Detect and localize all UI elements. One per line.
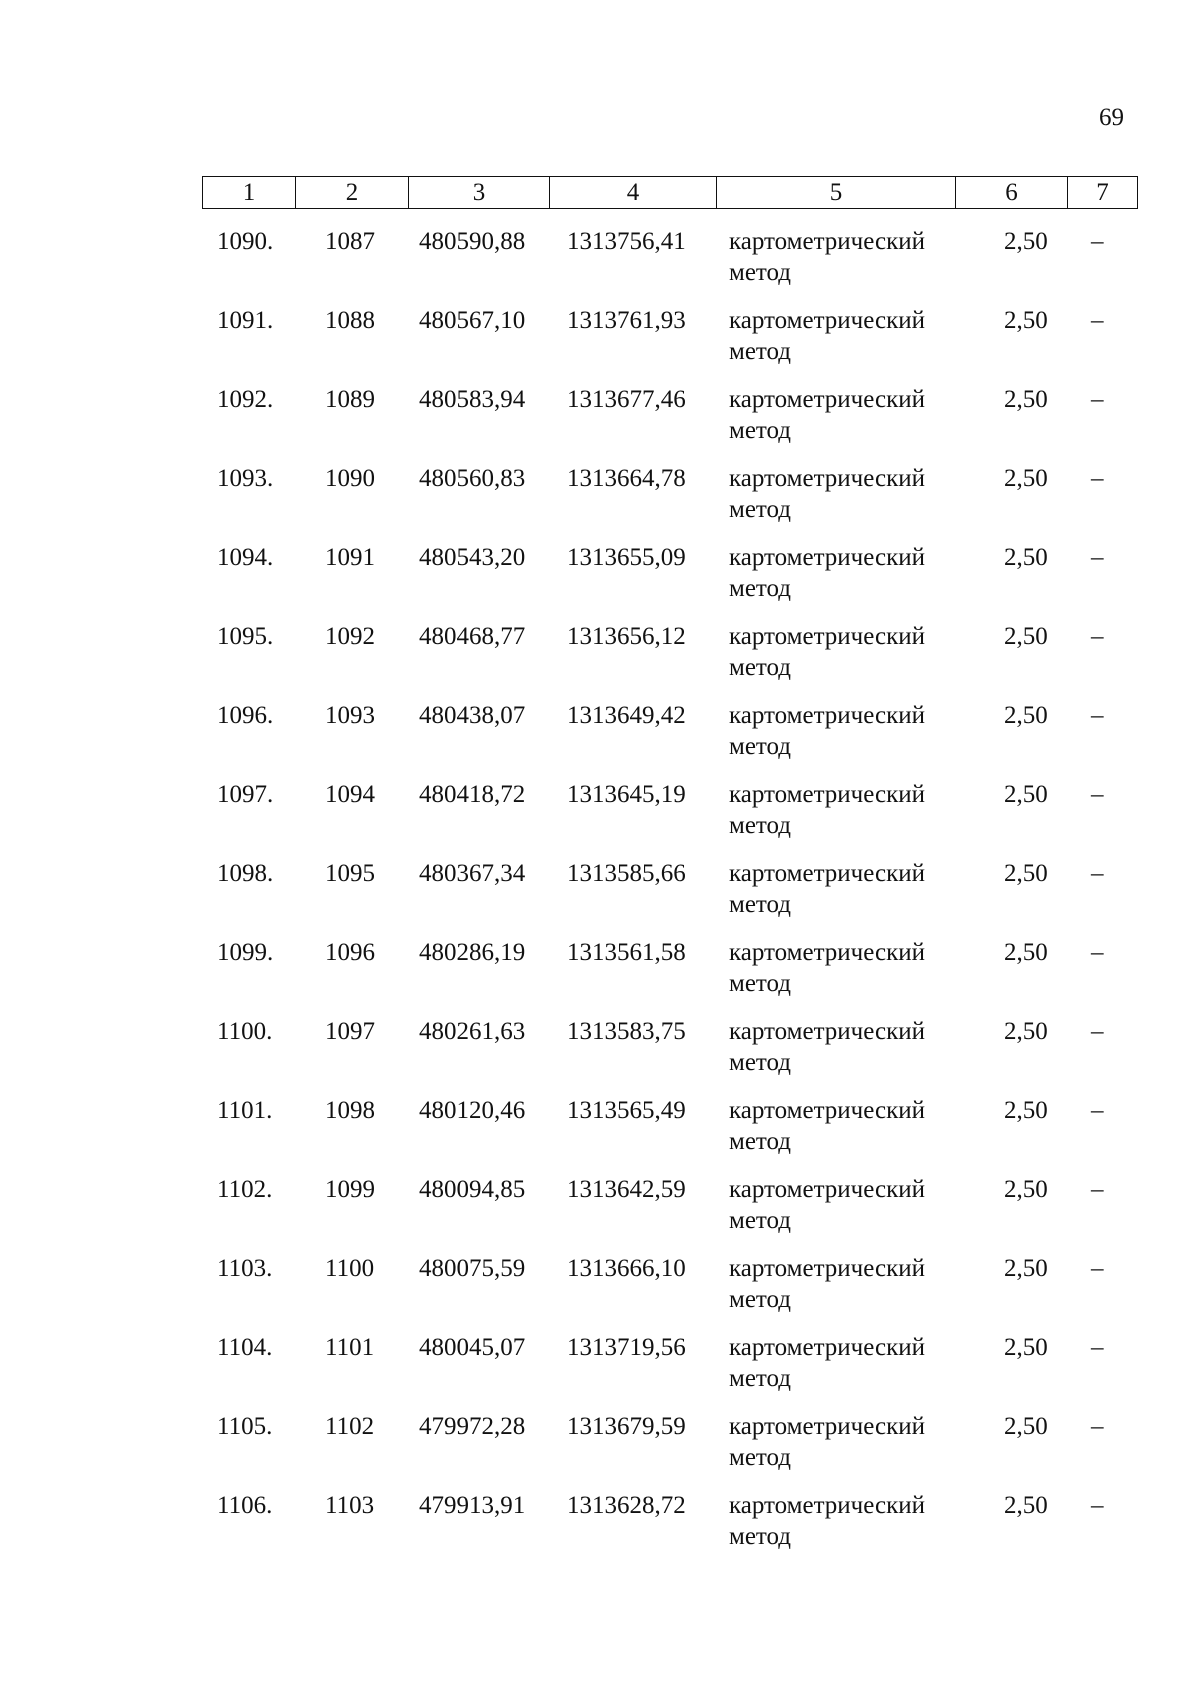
header-col-6: 6	[956, 177, 1068, 209]
table-row	[0, 463, 1200, 542]
accuracy: 2,50	[1004, 702, 1048, 729]
row-number: 1097.	[217, 781, 274, 808]
table-row	[0, 1016, 1200, 1095]
point-number: 1099	[325, 1176, 375, 1203]
table-row	[0, 621, 1200, 700]
coordinate-y: 1313642,59	[567, 1176, 686, 1203]
coordinate-x: 480438,07	[419, 702, 526, 729]
description: –	[1091, 1413, 1104, 1440]
point-number: 1098	[325, 1097, 375, 1124]
point-number: 1101	[325, 1334, 375, 1361]
coordinate-y: 1313585,66	[567, 860, 686, 887]
description: –	[1091, 465, 1104, 492]
method	[729, 1095, 925, 1157]
method-line-2: метод	[729, 1365, 792, 1392]
header-col-4: 4	[550, 177, 717, 209]
coordinate-y: 1313761,93	[567, 307, 686, 334]
coordinate-x: 480075,59	[419, 1255, 526, 1282]
method-line-1: картометрический	[729, 307, 925, 334]
coordinate-x: 480367,34	[419, 860, 526, 887]
description: –	[1091, 386, 1104, 413]
table-row	[0, 937, 1200, 1016]
point-number: 1097	[325, 1018, 375, 1045]
description: –	[1091, 544, 1104, 571]
method	[729, 226, 925, 288]
point-number: 1090	[325, 465, 375, 492]
method	[729, 1490, 925, 1552]
header-col-3: 3	[409, 177, 550, 209]
description: –	[1091, 781, 1104, 808]
table-row	[0, 700, 1200, 779]
point-number: 1087	[325, 228, 375, 255]
accuracy: 2,50	[1004, 1018, 1048, 1045]
header-col-2: 2	[296, 177, 409, 209]
row-number: 1093.	[217, 465, 274, 492]
row-number: 1095.	[217, 623, 274, 650]
method-line-1: картометрический	[729, 1018, 925, 1045]
point-number: 1093	[325, 702, 375, 729]
description: –	[1091, 939, 1104, 966]
coordinate-x: 480120,46	[419, 1097, 526, 1124]
accuracy: 2,50	[1004, 1097, 1048, 1124]
header-col-5: 5	[717, 177, 956, 209]
table-row	[0, 384, 1200, 463]
description: –	[1091, 1492, 1104, 1519]
point-number: 1094	[325, 781, 375, 808]
description: –	[1091, 1176, 1104, 1203]
method	[729, 1411, 925, 1473]
column-number-header	[202, 176, 1138, 209]
coordinate-y: 1313628,72	[567, 1492, 686, 1519]
row-number: 1094.	[217, 544, 274, 571]
method	[729, 858, 925, 920]
coordinate-y: 1313655,09	[567, 544, 686, 571]
row-number: 1099.	[217, 939, 274, 966]
method-line-2: метод	[729, 1523, 792, 1550]
method-line-2: метод	[729, 1207, 792, 1234]
coordinate-x: 480468,77	[419, 623, 526, 650]
method	[729, 463, 925, 525]
method	[729, 779, 925, 841]
accuracy: 2,50	[1004, 1334, 1048, 1361]
accuracy: 2,50	[1004, 1255, 1048, 1282]
accuracy: 2,50	[1004, 228, 1048, 255]
coordinate-y: 1313666,10	[567, 1255, 686, 1282]
coordinate-y: 1313664,78	[567, 465, 686, 492]
method-line-2: метод	[729, 812, 792, 839]
coordinate-y: 1313645,19	[567, 781, 686, 808]
header-col-7: 7	[1068, 177, 1138, 209]
coordinate-x: 480418,72	[419, 781, 526, 808]
method-line-2: метод	[729, 338, 792, 365]
accuracy: 2,50	[1004, 386, 1048, 413]
coordinate-y: 1313565,49	[567, 1097, 686, 1124]
row-number: 1098.	[217, 860, 274, 887]
method-line-2: метод	[729, 1286, 792, 1313]
description: –	[1091, 1097, 1104, 1124]
method-line-1: картометрический	[729, 228, 925, 255]
point-number: 1100	[325, 1255, 375, 1282]
page-number: 69	[1099, 104, 1124, 131]
point-number: 1095	[325, 860, 375, 887]
accuracy: 2,50	[1004, 544, 1048, 571]
accuracy: 2,50	[1004, 465, 1048, 492]
method-line-2: метод	[729, 654, 792, 681]
coordinate-x: 480590,88	[419, 228, 526, 255]
row-number: 1101.	[217, 1097, 273, 1124]
table-row	[0, 779, 1200, 858]
method	[729, 1016, 925, 1078]
coordinate-x: 480567,10	[419, 307, 526, 334]
point-number: 1091	[325, 544, 375, 571]
description: –	[1091, 860, 1104, 887]
row-number: 1103.	[217, 1255, 273, 1282]
row-number: 1102.	[217, 1176, 273, 1203]
description: –	[1091, 702, 1104, 729]
method	[729, 384, 925, 446]
coordinate-y: 1313719,56	[567, 1334, 686, 1361]
coordinate-y: 1313583,75	[567, 1018, 686, 1045]
coordinate-x: 480286,19	[419, 939, 526, 966]
coordinate-x: 480094,85	[419, 1176, 526, 1203]
method-line-1: картометрический	[729, 1255, 925, 1282]
method	[729, 700, 925, 762]
table-row	[0, 542, 1200, 621]
method-line-2: метод	[729, 1444, 792, 1471]
method	[729, 305, 925, 367]
coordinate-y: 1313679,59	[567, 1413, 686, 1440]
description: –	[1091, 228, 1104, 255]
method-line-1: картометрический	[729, 1176, 925, 1203]
row-number: 1106.	[217, 1492, 273, 1519]
method-line-1: картометрический	[729, 386, 925, 413]
point-number: 1103	[325, 1492, 375, 1519]
row-number: 1100.	[217, 1018, 273, 1045]
table-row	[0, 1332, 1200, 1411]
method-line-1: картометрический	[729, 465, 925, 492]
method	[729, 621, 925, 683]
table-row	[0, 305, 1200, 384]
accuracy: 2,50	[1004, 1413, 1048, 1440]
table-row	[0, 858, 1200, 937]
description: –	[1091, 1255, 1104, 1282]
method-line-2: метод	[729, 733, 792, 760]
method-line-1: картометрический	[729, 702, 925, 729]
method-line-1: картометрический	[729, 781, 925, 808]
method	[729, 1253, 925, 1315]
coordinate-x: 480543,20	[419, 544, 526, 571]
coordinate-y: 1313756,41	[567, 228, 686, 255]
method-line-1: картометрический	[729, 1492, 925, 1519]
table-row	[0, 226, 1200, 305]
description: –	[1091, 1018, 1104, 1045]
table-row	[0, 1411, 1200, 1490]
method-line-1: картометрический	[729, 1097, 925, 1124]
row-number: 1104.	[217, 1334, 273, 1361]
accuracy: 2,50	[1004, 1492, 1048, 1519]
method	[729, 542, 925, 604]
accuracy: 2,50	[1004, 939, 1048, 966]
method-line-1: картометрический	[729, 544, 925, 571]
method-line-2: метод	[729, 496, 792, 523]
point-number: 1089	[325, 386, 375, 413]
accuracy: 2,50	[1004, 1176, 1048, 1203]
method-line-2: метод	[729, 417, 792, 444]
method-line-1: картометрический	[729, 939, 925, 966]
row-number: 1091.	[217, 307, 274, 334]
method-line-2: метод	[729, 1049, 792, 1076]
description: –	[1091, 1334, 1104, 1361]
method-line-1: картометрический	[729, 860, 925, 887]
method-line-2: метод	[729, 970, 792, 997]
table-row	[0, 1490, 1200, 1569]
method-line-1: картометрический	[729, 623, 925, 650]
coordinate-table-body	[0, 226, 1200, 1569]
accuracy: 2,50	[1004, 623, 1048, 650]
method-line-2: метод	[729, 891, 792, 918]
coordinate-y: 1313649,42	[567, 702, 686, 729]
method	[729, 1174, 925, 1236]
accuracy: 2,50	[1004, 307, 1048, 334]
point-number: 1088	[325, 307, 375, 334]
accuracy: 2,50	[1004, 860, 1048, 887]
header-col-1: 1	[203, 177, 296, 209]
method-line-2: метод	[729, 259, 792, 286]
row-number: 1096.	[217, 702, 274, 729]
method	[729, 937, 925, 999]
coordinate-x: 479913,91	[419, 1492, 526, 1519]
method-line-2: метод	[729, 1128, 792, 1155]
coordinate-x: 480261,63	[419, 1018, 526, 1045]
point-number: 1102	[325, 1413, 375, 1440]
accuracy: 2,50	[1004, 781, 1048, 808]
row-number: 1105.	[217, 1413, 273, 1440]
header-row	[203, 177, 1138, 209]
method-line-1: картометрический	[729, 1413, 925, 1440]
table-row	[0, 1253, 1200, 1332]
coordinate-x: 480045,07	[419, 1334, 526, 1361]
coordinate-y: 1313561,58	[567, 939, 686, 966]
coordinate-y: 1313656,12	[567, 623, 686, 650]
description: –	[1091, 623, 1104, 650]
coordinate-x: 479972,28	[419, 1413, 526, 1440]
coordinate-x: 480560,83	[419, 465, 526, 492]
row-number: 1090.	[217, 228, 274, 255]
point-number: 1096	[325, 939, 375, 966]
method-line-2: метод	[729, 575, 792, 602]
table-row	[0, 1095, 1200, 1174]
description: –	[1091, 307, 1104, 334]
point-number: 1092	[325, 623, 375, 650]
row-number: 1092.	[217, 386, 274, 413]
coordinate-y: 1313677,46	[567, 386, 686, 413]
coordinate-x: 480583,94	[419, 386, 526, 413]
table-row	[0, 1174, 1200, 1253]
method	[729, 1332, 925, 1394]
method-line-1: картометрический	[729, 1334, 925, 1361]
